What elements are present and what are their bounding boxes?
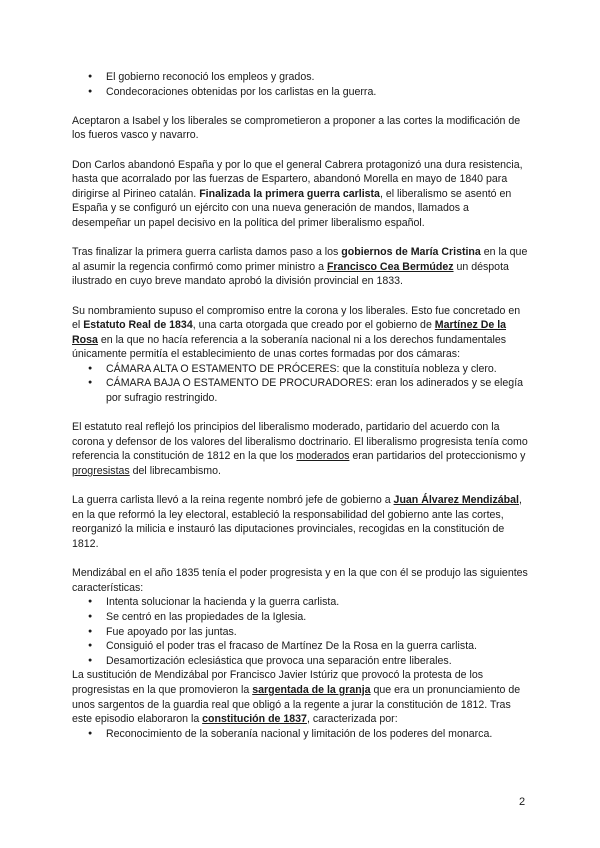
page-number: 2 [519,796,526,808]
list-item: ● Reconocimiento de la soberanía nacional y limitación de los poderes del monarca. [106,727,530,742]
list-item: ● CÁMARA ALTA O ESTAMENTO DE PRÓCERES: que la constituía nobleza y clero. [106,362,530,377]
bold-cea-bermudez: Francisco Cea Bermúdez [326,260,454,273]
list-item: ● Desamortización eclesiástica que provoca una separación entre liberales. [106,654,530,669]
list-item: ● Condecoraciones obtenidas por los carlistas en la guerra. [106,85,530,100]
bullet-list-caracteristicas [72,595,530,668]
bold-estatuto-real: Estatuto Real de 1834 [83,319,193,332]
paragraph-isturiz: La sustitución de Mendizábal por Francisco Javier Istúriz que provocó la protesta de los progresistas en la que promovieron la sargentada de la granja que era un pronunciamiento de unos sargentos de la guardia real que obligó a la regente a jurar la constitución de 1812. Tras este episodio elaboraron la constitución de 1837, caracterizada por: [72,669,521,726]
paragraph-fueros: Aceptaron a Isabel y los liberales se comprometieron a proponer a las cortes la modificación de los fueros vasco y navarro. [72,114,521,142]
list-item: ● El gobierno reconoció los empleos y grados. [106,70,530,85]
bold-martinez-de-la-rosa: Martínez De la Rosa [72,319,507,346]
bold-gobiernos-maria-cristina: gobiernos de María Cristina [341,246,481,259]
bold-constitucion-1837: constitución de 1837 [202,713,307,726]
document-page [72,70,530,741]
list-item: ● Fue apoyado por las juntas. [106,625,530,640]
bullet-list-constitucion [72,727,530,742]
list-item: ● Se centró en las propiedades de la Iglesia. [106,610,530,625]
paragraph-estatuto-real: Su nombramiento supuso el compromiso entre la corona y los liberales. Esto fue concretado en el Estatuto Real de 1834, una carta otorgada que creado por el gobierno de Martínez De la Rosa en la que no hacía referencia a la soberanía nacional ni a los derechos fundamentales únicamente permitía el establecimiento de unas cortes formadas por dos cámaras: [72,304,521,361]
paragraph-maria-cristina: Tras finalizar la primera guerra carlista damos paso a los gobiernos de María Cristina en la que al asumir la regencia confirmó como primer ministro a Francisco Cea Bermúdez un déspota ilustrado en cuyo breve mandato aprobó la división provincial en 1833. [72,246,528,288]
bold-juan-alvarez-mendizabal: Juan Álvarez Mendizábal [393,494,519,507]
bullet-list-camaras [72,362,530,406]
bullet-list-top [72,70,530,99]
list-item: ● Consiguió el poder tras el fracaso de Martínez De la Rosa en la guerra carlista. [106,639,530,654]
paragraph-liberalismo: El estatuto real reflejó los principios del liberalismo moderado, partidario del acuerdo con la corona y defensor de los valores del liberalismo doctrinario. El liberalismo progresista tenía como referencia la constitución de 1812 en la que los moderados eran partidarios del proteccionismo y progresistas del librecambismo. [72,421,528,478]
paragraph-progresista: Mendizábal en el año 1835 tenía el poder progresista y en la que con él se produjo las siguientes características: [72,567,528,594]
paragraph-mendizabal: La guerra carlista llevó a la reina regente nombró jefe de gobierno a Juan Álvarez Mendizábal, en la que reformó la ley electoral, estableció la responsabilidad del gobierno ante las cortes, reorganizó la milicia e instauró las diputaciones provinciales, recogidas en la constitución de 1812. [72,494,522,550]
bold-finalizada: Finalizada la primera guerra carlista [199,187,380,200]
underline-moderados: moderados [296,450,350,463]
underline-progresistas: progresistas [72,465,130,478]
list-item: ● Intenta solucionar la hacienda y la guerra carlista. [106,595,530,610]
paragraph-cabrera: Don Carlos abandonó España y por lo que el general Cabrera protagonizó una dura resistencia, hasta que acorralado por las fuerzas de Espartero, abandonó Morella en mayo de 1840 para dirigirse al Pirineo catalán. Finalizada la primera guerra carlista, el liberalismo se asentó en España y se configuró un ejército con una nueva generación de mandos, llamados a desempeñar un papel decisivo en la política del primer liberalismo español. [72,158,523,229]
bold-sargentada-granja: sargentada de la granja [252,683,371,696]
list-item: ● CÁMARA BAJA O ESTAMENTO DE PROCURADORES: eran los adinerados y se elegía por sufragio restringido. [106,376,530,405]
